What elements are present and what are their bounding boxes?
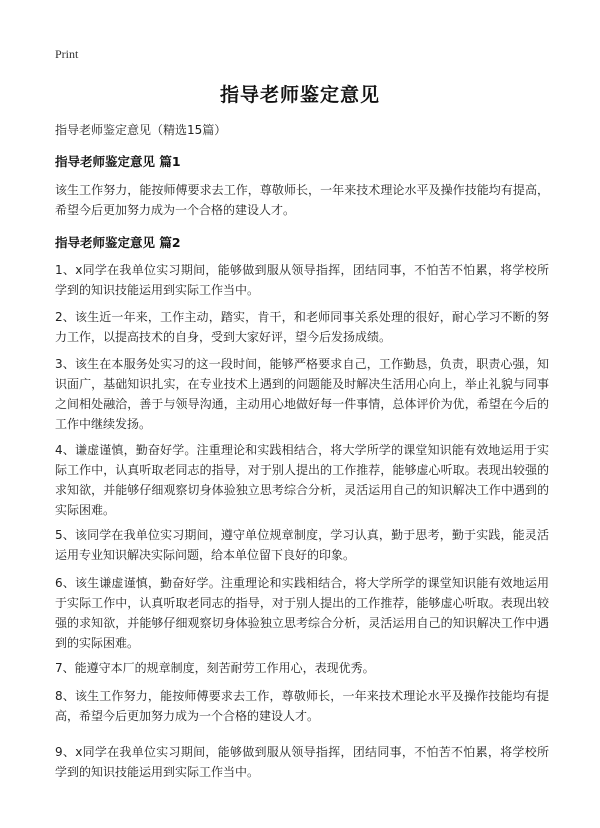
section-2-paragraph-6: 6、该生谦虚谨慎，勤奋好学。注重理论和实践相结合，将大学所学的课堂知识能有效地运用于实际工作中，认真听取老同志的指导，对于别人提出的工作推荐，能够虚心听取。表现出较强的求知欲，并能够仔细观察切身体验独立思考综合分析，灵活运用自己的知识解决工作中遇到的实际困难。 — [55, 576, 549, 650]
section-2-paragraph-2: 2、该生近一年来，工作主动，踏实，肯干，和老师同事关系处理的很好，耐心学习不断的努力工作，以提高技术的自身，受到大家好评，望今后发扬成绩。 — [55, 310, 549, 344]
section-1-paragraph: 该生工作努力，能按师傅要求去工作，尊敬师长，一年来技术理论水平及操作技能均有提高，希望今后更加努力成为一个合格的建设人才。 — [55, 183, 549, 217]
section-2-paragraph-3: 3、该生在本服务处实习的这一段时间，能够严格要求自己，工作勤恳，负责，职责心强，知识面广，基础知识扎实，在专业技术上遇到的问题能及时解决生活用心向上，举止礼貌与同事之间相处融洽，善于与领导沟通，主动用心地做好每一件事情，总体评价为优，希望在今后的工作中继续发扬。 — [55, 357, 549, 431]
section-2-paragraph-1: 1、x同学在我单位实习期间，能够做到服从领导指挥，团结同事，不怕苦不怕累，将学校所学到的知识技能运用到实际工作当中。 — [55, 263, 549, 297]
section-heading-2: 指导老师鉴定意见 篇2 — [55, 235, 181, 250]
section-2-paragraph-8: 8、该生工作努力，能按师傅要求去工作，尊敬师长，一年来技术理论水平及操作技能均有提高，希望今后更加努力成为一个合格的建设人才。 — [55, 689, 549, 723]
section-heading-1: 指导老师鉴定意见 篇1 — [55, 154, 181, 169]
section-2-paragraph-7: 7、能遵守本厂的规章制度，刻苦耐劳工作用心，表现优秀。 — [55, 661, 375, 675]
document-subtitle: 指导老师鉴定意见（精选15篇） — [55, 123, 227, 137]
document-title: 指导老师鉴定意见 — [219, 84, 380, 106]
section-2-paragraph-5: 5、该同学在我单位实习期间，遵守单位规章制度，学习认真，勤于思考，勤于实践，能灵活运用专业知识解决实际问题，给本单位留下良好的印象。 — [55, 528, 549, 562]
print-label[interactable]: Print — [55, 47, 79, 61]
section-2-paragraph-4: 4、谦虚谨慎，勤奋好学。注重理论和实践相结合，将大学所学的课堂知识能有效地运用于实际工作中，认真听取老同志的指导，对于别人提出的工作推荐，能够虚心听取。表现出较强的求知欲，并能够仔细观察切身体验独立思考综合分析，灵活运用自己的知识解决工作中遇到的实际困难。 — [55, 443, 549, 517]
section-2-paragraph-9: 9、x同学在我单位实习期间，能够做到服从领导指挥，团结同事，不怕苦不怕累，将学校所学到的知识技能运用到实际工作当中。 — [55, 745, 549, 779]
